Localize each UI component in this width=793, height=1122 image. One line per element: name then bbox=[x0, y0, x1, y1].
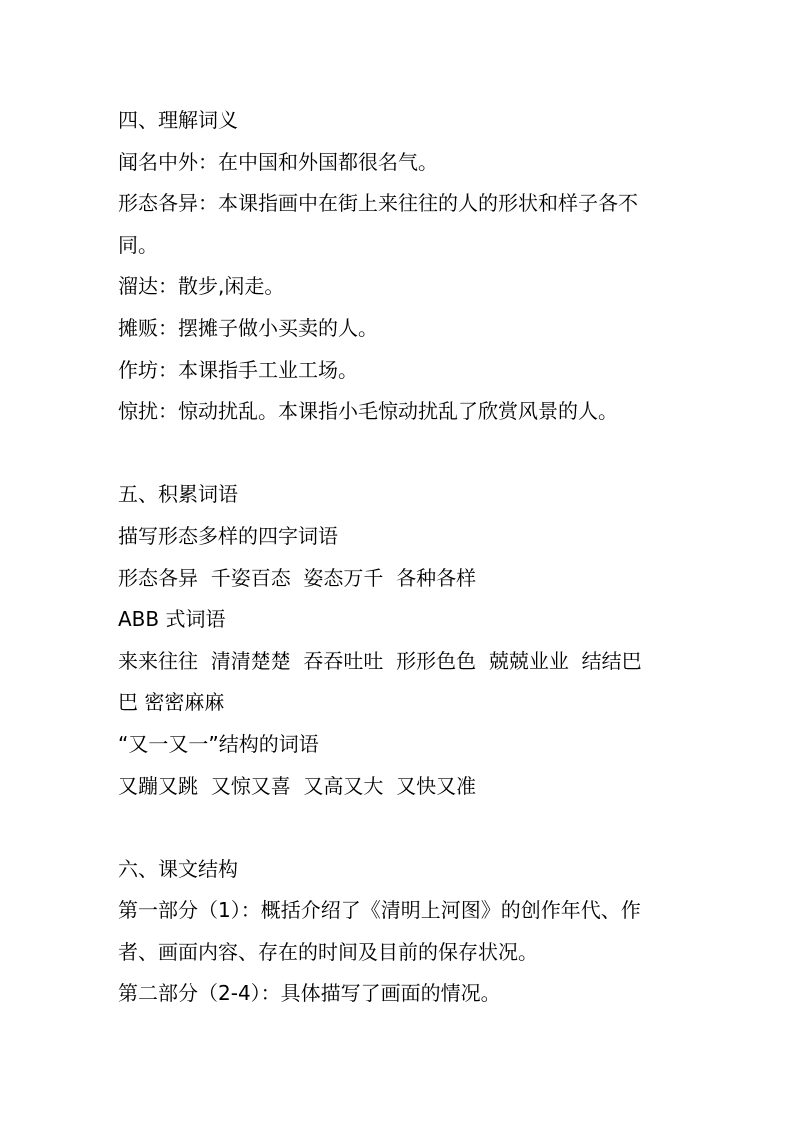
definition-line: 形态各异：本课指画中在街上来往往的人的形状和样子各不 bbox=[118, 191, 638, 216]
definition-line: 溜达：散步,闲走。 bbox=[118, 274, 285, 299]
definition-line: 摊贩：摆摊子做小买卖的人。 bbox=[118, 315, 378, 340]
section-spacer bbox=[118, 433, 678, 475]
vocabulary-line: ABB 式词语 bbox=[118, 607, 226, 632]
section-heading: 五、积累词语 bbox=[118, 482, 238, 507]
vocabulary-line: 描写形态多样的四字词语 bbox=[118, 523, 338, 548]
definition-line: 同。 bbox=[118, 232, 158, 257]
vocabulary-line: 巴 密密麻麻 bbox=[118, 690, 225, 715]
definition-line: 作坊：本课指手工业工场。 bbox=[118, 357, 358, 382]
vocabulary-line: “又一又一”结构的词语 bbox=[118, 731, 319, 756]
vocabulary-line: 形态各异 千姿百态 姿态万千 各种各样 bbox=[118, 565, 477, 590]
vocabulary-line: 又蹦又跳 又惊又喜 又高又大 又快又准 bbox=[118, 773, 477, 798]
definition-line: 闻名中外：在中国和外国都很名气。 bbox=[118, 149, 438, 174]
section-heading: 四、理解词义 bbox=[118, 108, 238, 132]
document-body bbox=[118, 100, 678, 1015]
structure-line: 者、画面内容、存在的时间及目前的保存状况。 bbox=[118, 939, 538, 964]
vocabulary-line: 来来往往 清清楚楚 吞吞吐吐 形形色色 兢兢业业 结结巴 bbox=[118, 648, 642, 673]
section-heading: 六、课文结构 bbox=[118, 856, 238, 881]
structure-line: 第一部分（1）：概括介绍了《清明上河图》的创作年代、作 bbox=[118, 898, 641, 923]
structure-line: 第二部分（2-4）：具体描写了画面的情况。 bbox=[118, 981, 501, 1006]
section-spacer bbox=[118, 807, 678, 849]
definition-line: 惊扰：惊动扰乱。本课指小毛惊动扰乱了欣赏风景的人。 bbox=[118, 399, 618, 424]
